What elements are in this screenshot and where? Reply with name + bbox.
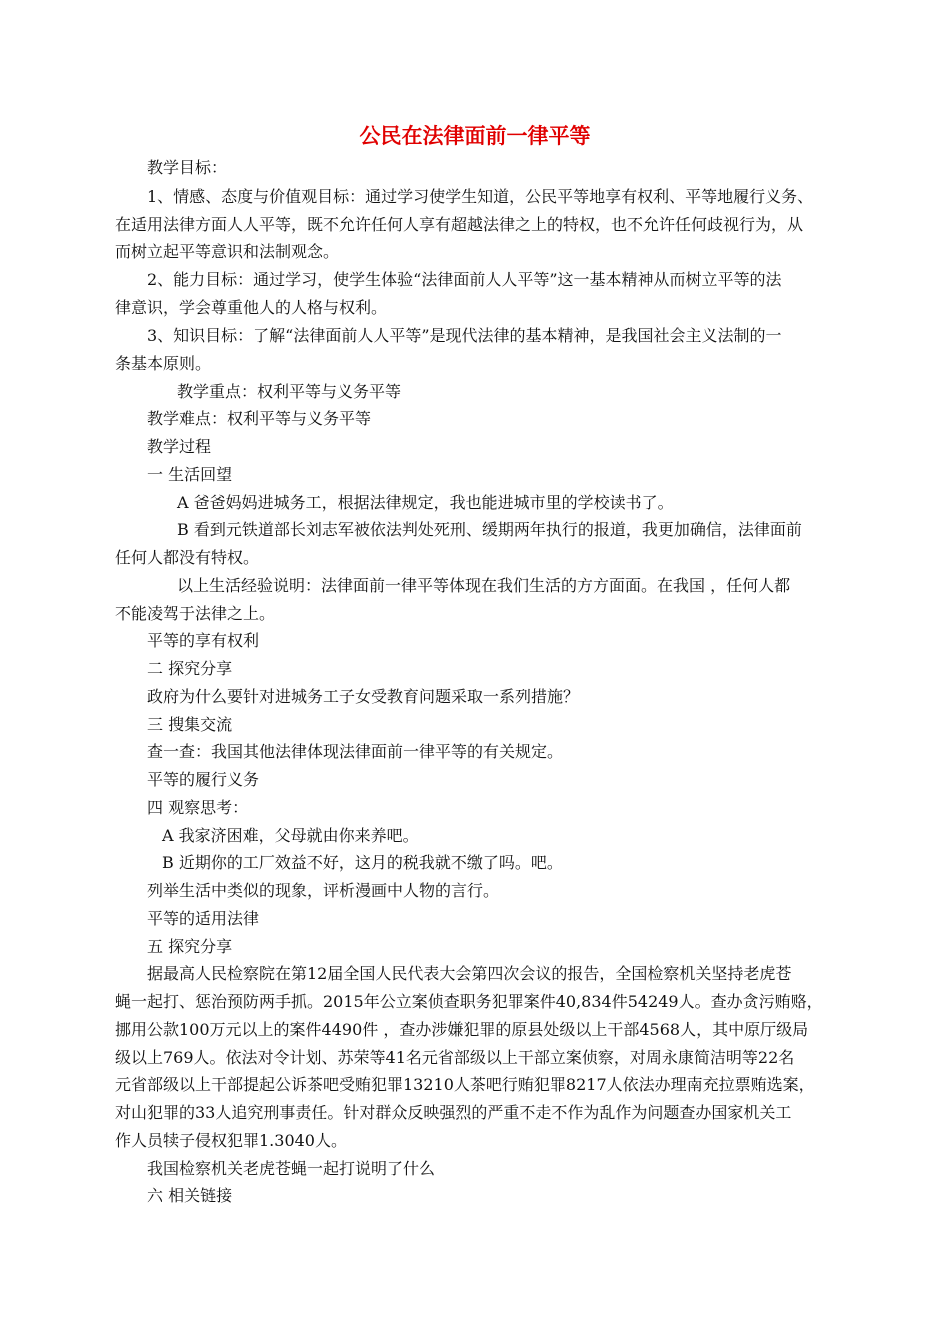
paragraph-line: 1、情感、态度与价值观目标：通过学习使学生知道，公民平等地享有权利、平等地履行义务、 [147,187,814,206]
paragraph-line: 级以上769人。依法对令计划、苏荣等41名元省部级以上干部立案侦察，对周永康简洁明等22名 [115,1048,795,1067]
paragraph-line: 教学难点：权利平等与义务平等 [147,409,372,428]
paragraph-line: 平等的适用法律 [147,909,260,928]
paragraph-line: 教学过程 [147,437,212,456]
paragraph-line: 而树立起平等意识和法制观念。 [115,242,340,261]
paragraph-line: 政府为什么要针对进城务工子女受教育问题采取一系列措施？ [147,687,580,706]
paragraph-line: 三 搜集交流 [147,715,233,734]
paragraph-line: A 我家济困难，父母就由你来养吧。 [162,826,419,845]
paragraph-line: 挪用公款100万元以上的案件4490件 ，查办涉嫌犯罪的原县处级以上干部4568人，其中原厅级局 [115,1020,809,1039]
paragraph-line: 一 生活回望 [147,465,233,484]
paragraph-line: 我国检察机关老虎苍蝇一起打说明了什么 [147,1159,436,1178]
paragraph-line: 条基本原则。 [115,354,212,373]
paragraph-line: 2、能力目标：通过学习，使学生体验“法律面前人人平等”这一基本精神从而树立平等的法 [147,270,782,289]
paragraph-line: 蝇一起打、惩治预防两手抓。2015年公立案侦查职务犯罪案件40,834件54249人。查办贪污贿赂， [115,992,823,1011]
paragraph-line: 3、知识目标：了解“法律面前人人平等”是现代法律的基本精神，是我国社会主义法制的一 [147,326,782,345]
paragraph-line: B 近期你的工厂效益不好，这月的税我就不缴了吗。吧。 [162,853,563,872]
paragraph-line: 教学重点：权利平等与义务平等 [177,382,402,401]
paragraph-line: A 爸爸妈妈进城务工，根据法律规定，我也能进城市里的学校读书了。 [177,493,674,512]
paragraph-line: 平等的享有权利 [147,631,260,650]
paragraph-line: B 看到元铁道部长刘志军被依法判处死刑、缓期两年执行的报道，我更加确信，法律面前 [177,520,802,539]
paragraph-line: 律意识，学会尊重他人的人格与权利。 [115,298,388,317]
paragraph-line: 据最高人民检察院在第12届全国人民代表大会第四次会议的报告，全国检察机关坚持老虎苍 [147,964,792,983]
paragraph-line: 不能凌驾于法律之上。 [115,604,276,623]
paragraph-line: 五 探究分享 [147,937,233,956]
paragraph-line: 四 观察思考： [147,798,249,817]
paragraph-line: 作人员犊子侵权犯罪1.3040人。 [115,1131,347,1150]
paragraph-line: 二 探究分享 [147,659,233,678]
paragraph-line: 列举生活中类似的现象，评析漫画中人物的言行。 [147,881,500,900]
paragraph-line: 任何人都没有特权。 [115,548,260,567]
paragraph-line: 平等的履行义务 [147,770,260,789]
paragraph-line: 对山犯罪的33人追究刑事责任。针对群众反映强烈的严重不走不作为乱作为问题查办国家机关工 [115,1103,792,1122]
paragraph-line: 教学目标： [147,158,228,177]
paragraph-line: 六 相关链接 [147,1186,233,1205]
paragraph-line: 以上生活经验说明：法律面前一律平等体现在我们生活的方方面面。在我国 ，任何人都 [177,576,791,595]
paragraph-line: 元省部级以上干部提起公诉茶吧受贿犯罪13210人茶吧行贿犯罪8217人依法办理南充拉票贿选案， [115,1075,815,1094]
document-title: 公民在法律面前一律平等 [359,124,591,148]
paragraph-line: 查一查：我国其他法律体现法律面前一律平等的有关规定。 [147,742,564,761]
paragraph-line: 在适用法律方面人人平等，既不允许任何人享有超越法律之上的特权，也不允许任何歧视行为，从 [115,215,804,234]
